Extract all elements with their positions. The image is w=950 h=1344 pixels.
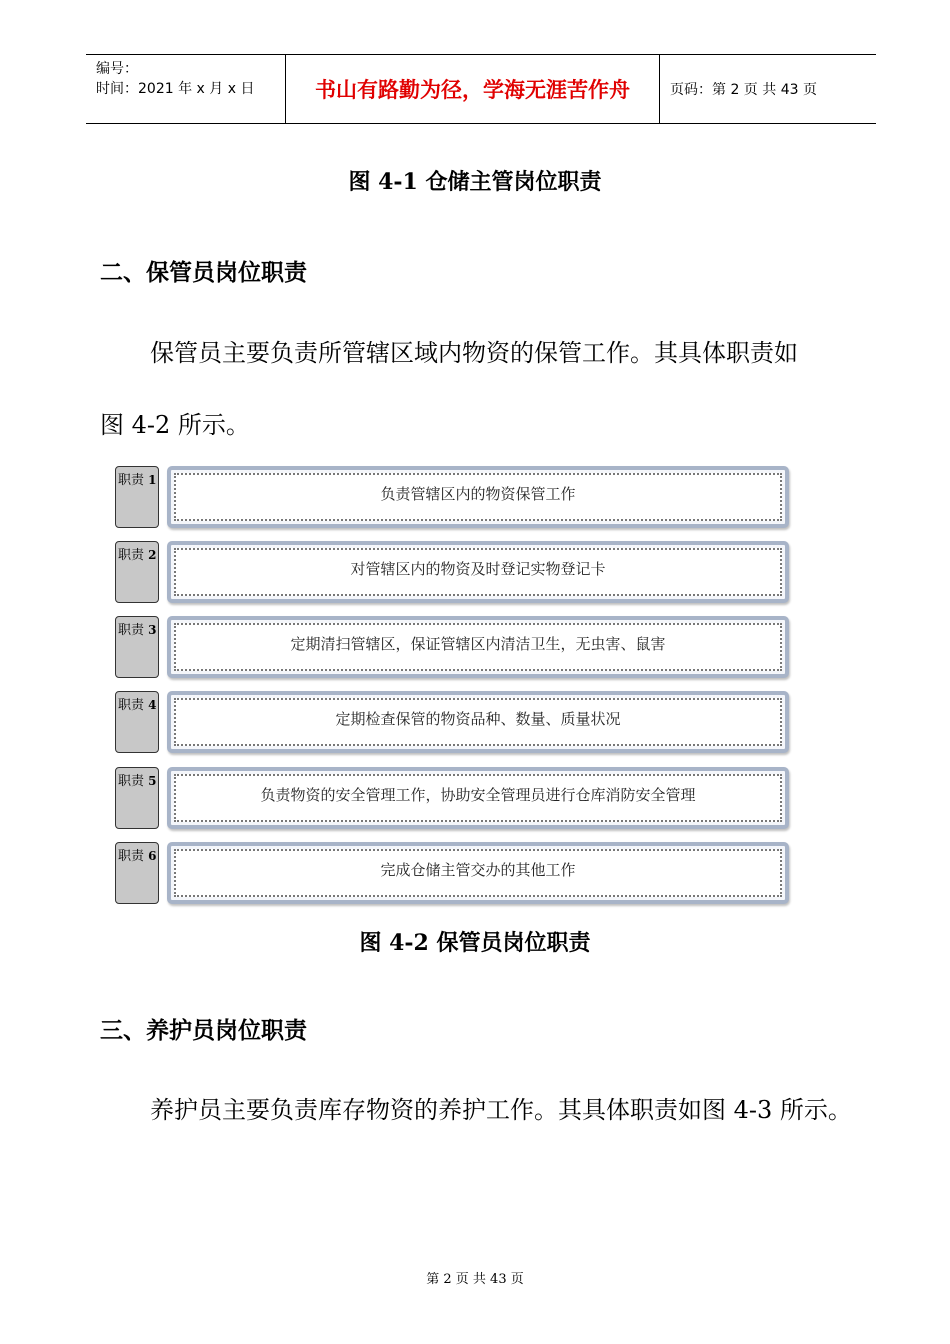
section-3-paragraph: 养护员主要负责库存物资的养护工作。其具体职责如图 4-3 所示。 <box>150 1096 852 1124</box>
time-label: 时间：2021 年 x 月 x 日 <box>96 81 255 97</box>
duty-row <box>115 466 790 530</box>
figure-4-2-caption: 图 4-2 保管员岗位职责 <box>359 930 591 956</box>
duty-box <box>167 616 789 678</box>
duty-tag: 职责 3 <box>115 616 159 678</box>
section-2-heading: 二、保管员岗位职责 <box>100 259 307 286</box>
header-meta <box>86 55 286 123</box>
duty-text: 对管辖区内的物资及时登记实物登记卡 <box>174 548 782 596</box>
duty-row <box>115 541 790 605</box>
duty-box <box>167 691 789 753</box>
duty-text: 完成仓储主管交办的其他工作 <box>174 849 782 897</box>
header-motto: 书山有路勤为径，学海无涯苦作舟 <box>286 55 660 123</box>
duty-row <box>115 616 790 680</box>
duty-tag: 职责 6 <box>115 842 159 904</box>
duty-box <box>167 466 789 528</box>
page-header <box>86 54 876 124</box>
duty-tag: 职责 4 <box>115 691 159 753</box>
number-label: 编号： <box>96 61 138 77</box>
duty-row <box>115 767 790 831</box>
duty-text: 定期检查保管的物资品种、数量、质量状况 <box>174 698 782 746</box>
duty-tag: 职责 5 <box>115 767 159 829</box>
figure-4-1-caption: 图 4-1 仓储主管岗位职责 <box>348 169 602 195</box>
duty-row <box>115 842 790 906</box>
duty-text: 负责管辖区内的物资保管工作 <box>174 473 782 521</box>
duty-box <box>167 541 789 603</box>
duty-box <box>167 767 789 829</box>
section-2-paragraph-line-1: 保管员主要负责所管辖区域内物资的保管工作。其具体职责如 <box>150 339 798 367</box>
duty-tag: 职责 1 <box>115 466 159 528</box>
section-2-paragraph-line-2: 图 4-2 所示。 <box>100 411 250 439</box>
duty-row <box>115 691 790 755</box>
duty-text: 负责物资的安全管理工作，协助安全管理员进行仓库消防安全管理 <box>174 774 782 822</box>
page-footer: 第 2 页 共 43 页 <box>426 1272 524 1287</box>
header-page-info: 页码：第 2 页 共 43 页 <box>670 82 817 98</box>
duty-tag: 职责 2 <box>115 541 159 603</box>
section-3-heading: 三、养护员岗位职责 <box>100 1017 307 1044</box>
duty-text: 定期清扫管辖区，保证管辖区内清洁卫生，无虫害、鼠害 <box>174 623 782 671</box>
duty-box <box>167 842 789 904</box>
